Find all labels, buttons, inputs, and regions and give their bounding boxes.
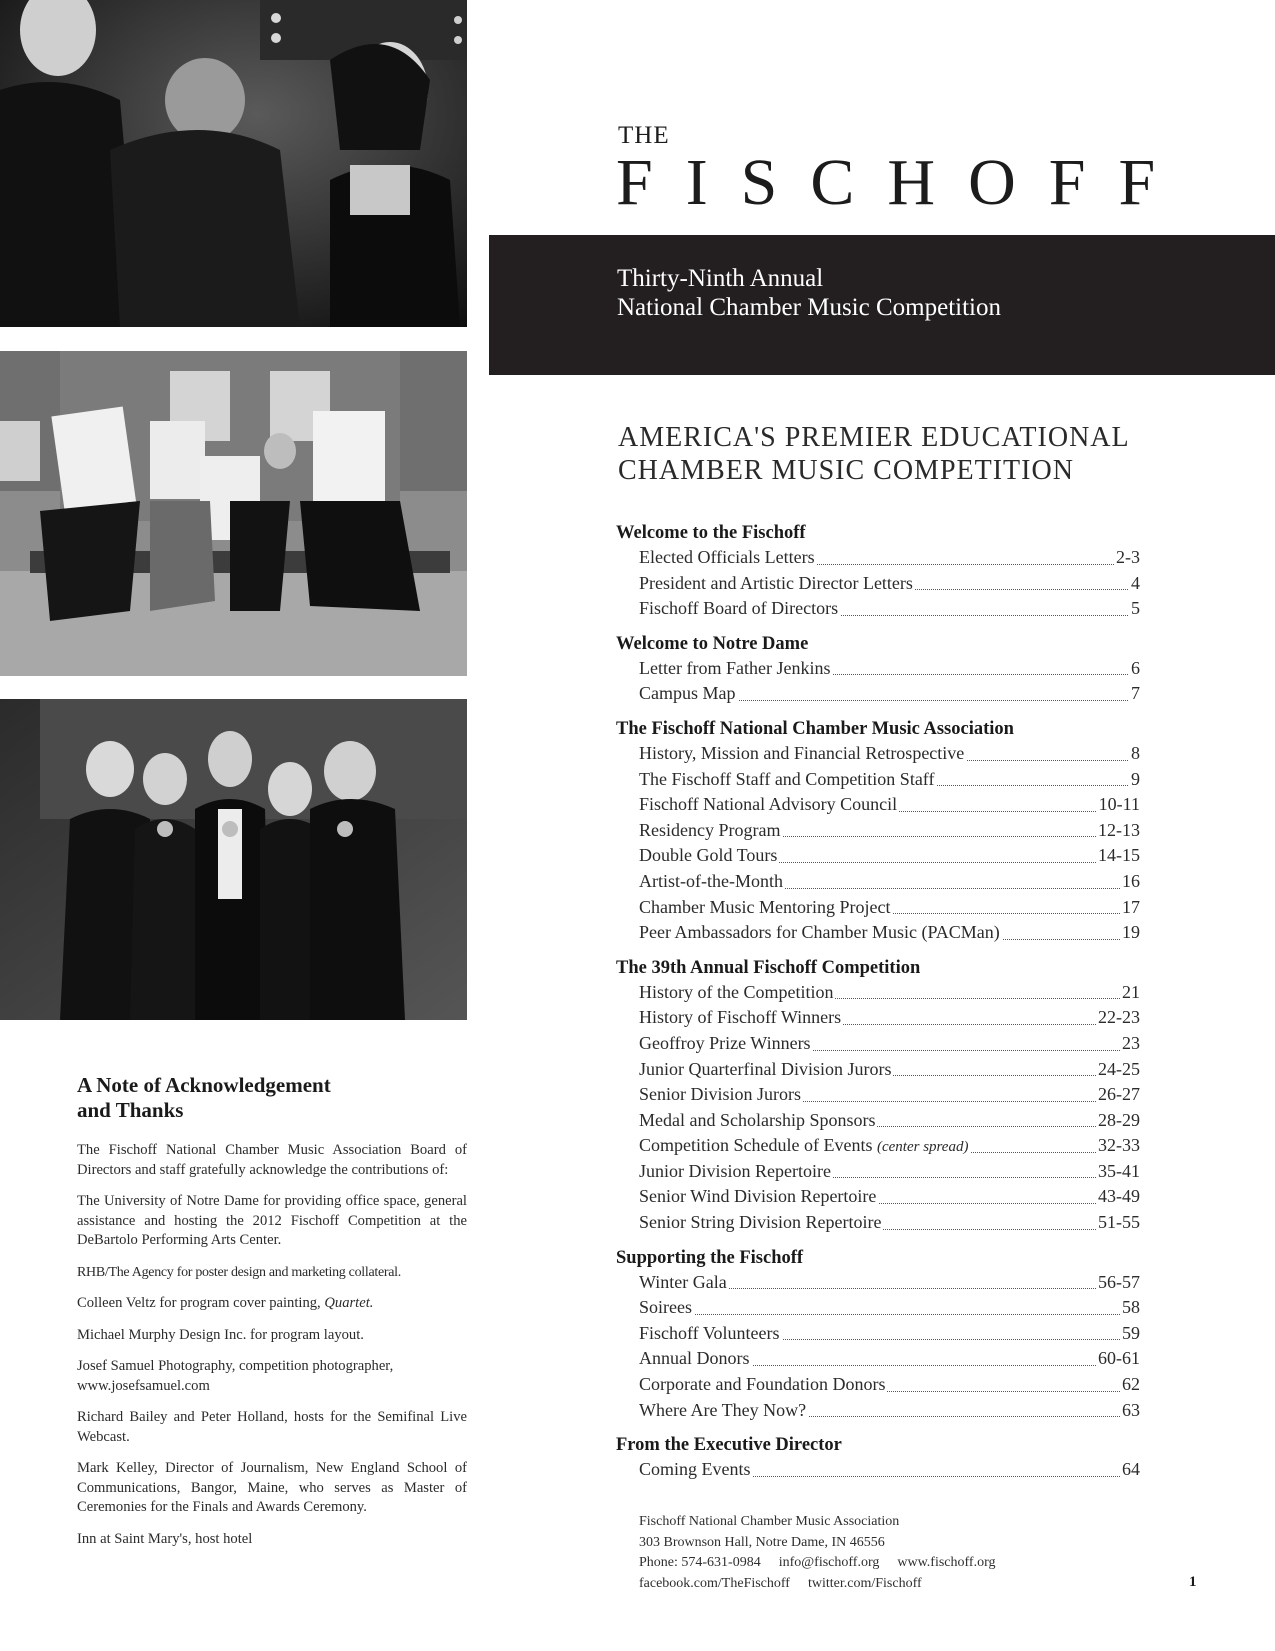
toc-section-heading: The 39th Annual Fischoff Competition <box>616 957 921 978</box>
toc-entry-title-text: Campus Map <box>639 683 736 704</box>
toc-entry[interactable] <box>616 681 1140 707</box>
toc-entry-title-text: Corporate and Foundation Donors <box>639 1374 886 1395</box>
toc-entry-page: 62 <box>1120 1372 1140 1398</box>
toc-entry-note: (center spread) <box>876 1139 969 1156</box>
footer-phone: Phone: 574-631-0984 <box>639 1555 761 1570</box>
toc-entry[interactable] <box>616 1108 1140 1134</box>
toc-entry-page: 63 <box>1120 1398 1140 1424</box>
toc-entry[interactable] <box>616 571 1140 597</box>
masthead-the: THE <box>618 122 670 149</box>
toc-entry-title-text: Elected Officials Letters <box>639 547 815 567</box>
footer-contact-line <box>639 1553 995 1574</box>
ack-text: Josef Samuel Photography, competition photographer, <box>77 1358 394 1374</box>
toc-entry[interactable] <box>616 1082 1140 1108</box>
toc-entry-title <box>639 545 817 571</box>
toc-entry-page: 51-55 <box>1096 1210 1140 1236</box>
toc-entry-page: 6 <box>1129 656 1140 682</box>
toc-entry-title-text: The Fischoff Staff and Competition Staff <box>639 768 935 789</box>
table-of-contents <box>616 521 1140 1493</box>
toc-entry[interactable] <box>616 1295 1140 1321</box>
toc-section-heading: From the Executive Director <box>616 1435 842 1456</box>
footer-email[interactable]: info@fischoff.org <box>778 1555 880 1570</box>
toc-entry[interactable] <box>616 1159 1140 1185</box>
toc-entry[interactable] <box>616 545 1140 571</box>
ack-paragraph: The University of Notre Dame for providing office space, general assistance and hosting the 2012 Fischoff Competition at the DeBartolo Performing Arts Center. <box>77 1193 467 1248</box>
toc-entry-page: 12-13 <box>1096 818 1140 844</box>
toc-entry[interactable] <box>616 596 1140 622</box>
banner-line-2: National Chamber Music Competition <box>617 294 1001 321</box>
toc-entry-title <box>639 843 779 869</box>
acknowledgement-title <box>77 1073 467 1123</box>
toc-entry-title-text: Coming Events <box>639 1459 751 1480</box>
toc-entry-title-text: Geoffroy Prize Winners <box>639 1032 811 1053</box>
toc-entry[interactable] <box>616 1398 1140 1424</box>
acknowledgement-title-line-2: and Thanks <box>77 1098 184 1122</box>
toc-entry[interactable] <box>616 1031 1140 1057</box>
toc-entry-page: 17 <box>1120 895 1140 921</box>
toc-entry-page: 7 <box>1129 681 1140 707</box>
toc-entry-title-text: History of Fischoff Winners <box>639 1007 842 1028</box>
toc-entry-title-text: Competition Schedule of Events <box>639 1135 873 1156</box>
toc-entry-title <box>639 920 1002 946</box>
toc-entry-title-text: Artist-of-the-Month <box>639 870 783 891</box>
toc-entry-page: 64 <box>1120 1457 1140 1483</box>
toc-entry[interactable] <box>616 869 1140 895</box>
title-banner <box>489 235 1275 375</box>
toc-entry[interactable] <box>616 1005 1140 1031</box>
toc-entry-title-text: Peer Ambassadors for Chamber Music (PACMan) <box>639 922 1000 943</box>
masthead-brand: FISCHOFF <box>616 146 1189 219</box>
tagline-line-1: AMERICA'S PREMIER EDUCATIONAL <box>618 422 1130 453</box>
footer-address: 303 Brownson Hall, Notre Dame, IN 46556 <box>639 1534 885 1550</box>
toc-entry-title-text: History, Mission and Financial Retrospective <box>639 742 965 763</box>
toc-entry-title <box>639 1398 808 1424</box>
toc-entry[interactable] <box>616 1321 1140 1347</box>
toc-entry[interactable] <box>616 1346 1140 1372</box>
toc-entry-title-text: Annual Donors <box>639 1348 750 1369</box>
toc-entry-page: 23 <box>1120 1031 1140 1057</box>
toc-entry[interactable] <box>616 1270 1140 1296</box>
toc-entry-title <box>639 1031 813 1057</box>
ack-painting-title: Quartet. <box>324 1295 374 1311</box>
ack-paragraph: Michael Murphy Design Inc. for program layout. <box>77 1326 364 1343</box>
toc-entry-title-text: Chamber Music Mentoring Project <box>639 896 891 917</box>
toc-entry-title <box>639 1082 803 1108</box>
toc-entry-title-text: Junior Division Repertoire <box>639 1160 831 1181</box>
toc-entry-page: 4 <box>1129 571 1140 597</box>
toc-entry-page: 21 <box>1120 980 1140 1006</box>
banner-line-1: Thirty-Ninth Annual <box>617 265 824 292</box>
toc-entry-title <box>639 792 899 818</box>
ack-paragraph: The Fischoff National Chamber Music Association Board of Directors and staff gratefully acknowledge the contributions of: <box>77 1142 467 1178</box>
toc-entry-page: 16 <box>1120 869 1140 895</box>
toc-entry-title-text: Junior Quarterfinal Division Jurors <box>639 1058 892 1079</box>
toc-entry-page: 24-25 <box>1096 1057 1140 1083</box>
toc-entry[interactable] <box>616 1057 1140 1083</box>
toc-entry-title <box>639 1321 782 1347</box>
ack-paragraph: Richard Bailey and Peter Holland, hosts for the Semifinal Live Webcast. <box>77 1409 467 1445</box>
photo-winners-embrace <box>0 0 467 327</box>
footer-facebook[interactable]: facebook.com/TheFischoff <box>639 1575 790 1591</box>
toc-section-heading: Supporting the Fischoff <box>616 1247 804 1268</box>
footer-twitter[interactable]: twitter.com/Fischoff <box>807 1575 922 1591</box>
toc-entry-page: 43-49 <box>1096 1184 1140 1210</box>
toc-entry-title-text: Senior String Division Repertoire <box>639 1212 882 1233</box>
photo-quartet-on-bench-reading-programs <box>0 351 467 676</box>
toc-entry-page: 56-57 <box>1096 1270 1140 1296</box>
toc-entry-title <box>639 1108 877 1134</box>
toc-entry-page: 2-3 <box>1114 545 1140 571</box>
tagline <box>618 421 1130 487</box>
toc-entry-title <box>639 1005 843 1031</box>
toc-entry[interactable] <box>616 656 1140 682</box>
footer-social-line <box>639 1574 995 1595</box>
toc-entry[interactable] <box>616 1457 1140 1483</box>
toc-entry-page: 60-61 <box>1096 1346 1140 1372</box>
toc-entry-page: 32-33 <box>1096 1133 1140 1159</box>
toc-entry-title <box>639 1057 893 1083</box>
toc-entry-page: 58 <box>1120 1295 1140 1321</box>
toc-entry[interactable] <box>616 767 1140 793</box>
toc-entry-title-text: Senior Wind Division Repertoire <box>639 1186 877 1207</box>
toc-entry-title <box>639 1372 887 1398</box>
toc-entry-title <box>639 1457 753 1483</box>
ack-text: Colleen Veltz for program cover painting, <box>77 1295 325 1311</box>
toc-entry-title <box>639 741 966 767</box>
toc-entry-page: 8 <box>1129 741 1140 767</box>
tagline-line-2: CHAMBER MUSIC COMPETITION <box>618 455 1074 486</box>
toc-section <box>616 632 1140 707</box>
toc-section-heading: The Fischoff National Chamber Music Association <box>616 718 1014 739</box>
toc-entry-page: 14-15 <box>1096 843 1140 869</box>
toc-section <box>616 956 1140 1236</box>
toc-entry-page: 35-41 <box>1096 1159 1140 1185</box>
toc-entry-title <box>639 1346 752 1372</box>
toc-entry[interactable] <box>616 980 1140 1006</box>
toc-entry-title-text: Double Gold Tours <box>639 845 778 866</box>
toc-entry-title-text: Where Are They Now? <box>639 1399 807 1420</box>
toc-entry-page: 26-27 <box>1096 1082 1140 1108</box>
toc-entry-title <box>639 681 738 707</box>
toc-entry-title <box>639 1159 833 1185</box>
toc-entry-title-text: Fischoff National Advisory Council <box>639 794 898 815</box>
ack-link: www.josefsamuel.com <box>77 1377 210 1394</box>
toc-entry-title <box>639 895 892 921</box>
toc-entry-page: 59 <box>1120 1321 1140 1347</box>
toc-entry[interactable] <box>616 741 1140 767</box>
toc-entry[interactable] <box>616 792 1140 818</box>
toc-entry-title <box>639 596 840 622</box>
toc-leader-dots <box>639 1314 1140 1315</box>
toc-entry[interactable] <box>616 1133 1140 1159</box>
toc-entry-title-text: Fischoff Board of Directors <box>639 598 839 619</box>
ack-paragraph: Mark Kelley, Director of Journalism, New England School of Communications, Bangor, Maine, who serves as Master of Ceremonies for the Finals and Awards Ceremony. <box>77 1460 467 1515</box>
toc-entry-title-text: President and Artistic Director Letters <box>639 572 913 593</box>
toc-section-heading: Welcome to Notre Dame <box>616 633 809 654</box>
contact-footer <box>639 1512 995 1594</box>
toc-entry-title-text: Senior Division Jurors <box>639 1084 801 1105</box>
toc-entry-title <box>639 1295 694 1321</box>
ack-paragraph: Inn at Saint Mary's, host hotel <box>77 1530 253 1547</box>
footer-website[interactable]: www.fischoff.org <box>897 1555 996 1570</box>
toc-entry[interactable] <box>616 1184 1140 1210</box>
toc-entry-title <box>639 869 785 895</box>
toc-entry-title-text: Medal and Scholarship Sponsors <box>639 1109 876 1130</box>
toc-entry-title-text: Residency Program <box>639 819 781 840</box>
toc-entry-page: 19 <box>1120 920 1140 946</box>
toc-entry-title-text: History of the Competition <box>639 981 834 1002</box>
toc-entry-title <box>639 656 832 682</box>
toc-section <box>616 717 1140 946</box>
toc-entry-title <box>639 1210 883 1236</box>
toc-entry-title <box>639 818 782 844</box>
toc-section <box>616 1433 1140 1483</box>
toc-entry-page: 5 <box>1129 596 1140 622</box>
toc-entry-page: 10-11 <box>1097 792 1140 818</box>
toc-entry[interactable] <box>616 920 1140 946</box>
toc-entry-title <box>639 1184 878 1210</box>
toc-entry-title-text: Fischoff Volunteers <box>639 1322 780 1343</box>
toc-entry-page: 28-29 <box>1096 1108 1140 1134</box>
toc-entry[interactable] <box>616 1372 1140 1398</box>
toc-entry[interactable] <box>616 895 1140 921</box>
toc-section <box>616 521 1140 622</box>
page-number: 1 <box>1189 1574 1197 1590</box>
toc-entry[interactable] <box>616 818 1140 844</box>
ack-paragraph <box>77 1294 467 1314</box>
ack-paragraph <box>77 1357 467 1396</box>
photo-quintet-with-medals <box>0 699 467 1020</box>
toc-entry-title <box>639 1270 729 1296</box>
acknowledgement-section <box>77 1073 467 1561</box>
toc-entry-title <box>639 980 835 1006</box>
toc-section <box>616 1246 1140 1424</box>
toc-entry-title <box>639 571 915 597</box>
ack-paragraph: RHB/The Agency for poster design and marketing collateral. <box>77 1264 401 1280</box>
toc-entry-title-text: Letter from Father Jenkins <box>639 657 831 678</box>
toc-entry-title-text: Soirees <box>639 1297 692 1318</box>
toc-entry-page: 9 <box>1129 767 1140 793</box>
toc-entry[interactable] <box>616 1210 1140 1236</box>
toc-entry-title <box>639 1133 970 1161</box>
toc-section-heading: Welcome to the Fischoff <box>616 523 806 543</box>
toc-entry-title <box>639 767 936 793</box>
toc-entry-title-text: Winter Gala <box>639 1271 727 1292</box>
footer-org: Fischoff National Chamber Music Association <box>639 1514 900 1529</box>
toc-entry-page: 22-23 <box>1096 1005 1140 1031</box>
toc-entry[interactable] <box>616 843 1140 869</box>
acknowledgement-title-line-1: A Note of Acknowledgement <box>77 1073 331 1097</box>
